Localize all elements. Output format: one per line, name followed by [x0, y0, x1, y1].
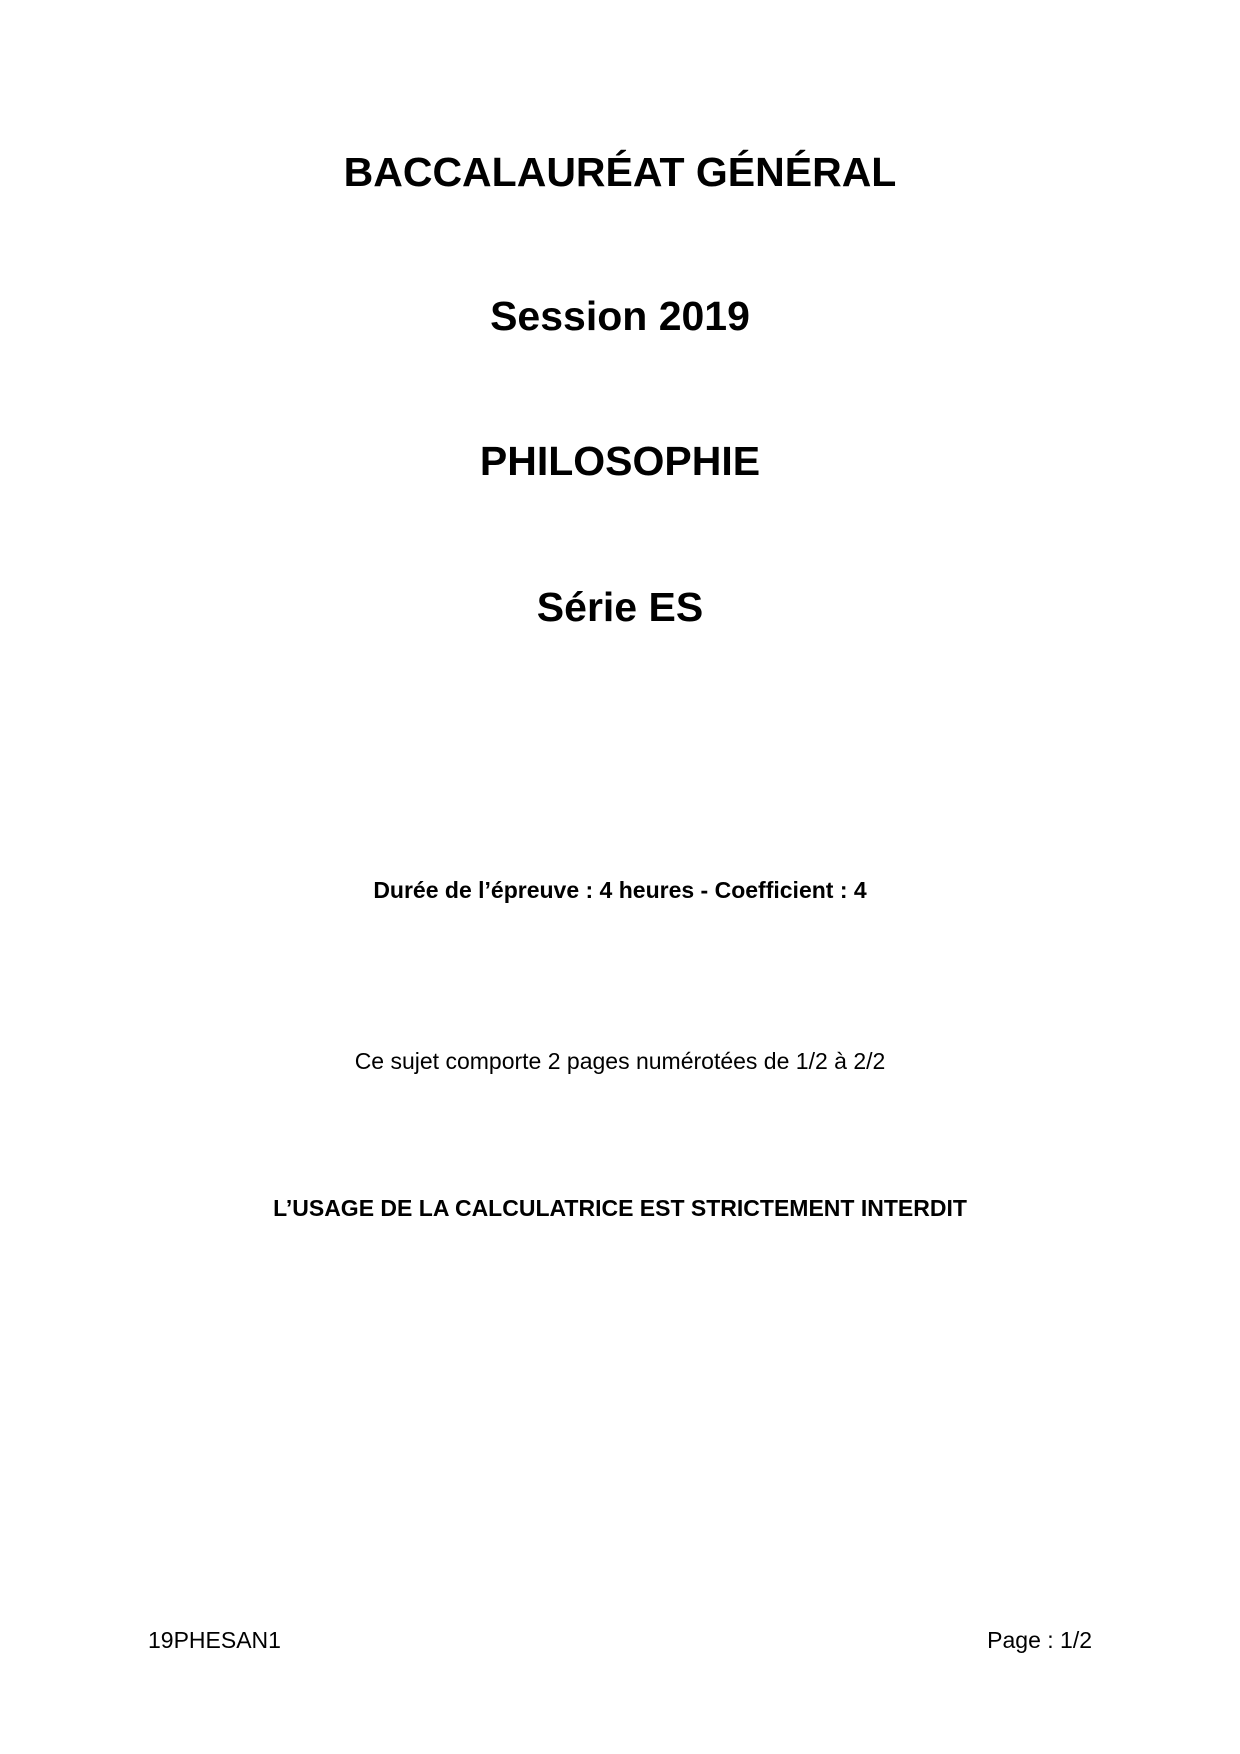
subject-title: PHILOSOPHIE — [479, 438, 761, 484]
session-title: Session 2019 — [490, 293, 750, 339]
footer-page-number: Page : 1/2 — [987, 1627, 1092, 1653]
footer-code: 19PHESAN1 — [148, 1627, 281, 1653]
series-title: Série ES — [536, 584, 704, 630]
duration-coefficient: Durée de l’épreuve : 4 heures - Coefficient : 4 — [373, 877, 867, 903]
pages-note: Ce sujet comporte 2 pages numérotées de 1/2 à 2/2 — [354, 1048, 886, 1074]
calculator-warning: L’USAGE DE LA CALCULATRICE EST STRICTEMENT INTERDIT — [273, 1195, 967, 1221]
exam-title: BACCALAURÉAT GÉNÉRAL — [343, 149, 897, 195]
